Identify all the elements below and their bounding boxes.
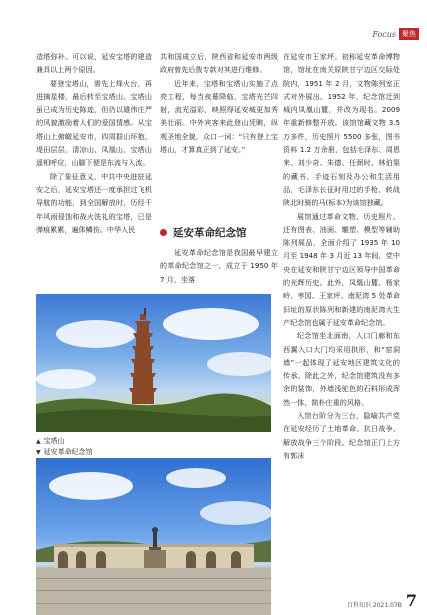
caption-museum <box>36 447 93 457</box>
section-label-cn: 聚焦 <box>399 28 419 40</box>
text-column-2 <box>160 50 278 156</box>
page-number: 7 <box>405 591 417 610</box>
caption-text: 宝塔山 <box>43 437 65 445</box>
museum-photo <box>36 458 271 615</box>
museum-illustration <box>36 458 271 615</box>
section-header <box>372 28 419 40</box>
paragraph: 在延安市王家坪。初称延安革命博物馆，馆址在南关原陕甘宁边区交际处院内，1951 年 2 月，文物陈列室正式对外展出。1952 年，纪念馆迁到城内凤凰山麓，并改为现名。2009 年重新修整开放。该馆馆藏文物 3.5 万多件，历史照片 5500 多张，图书资料 1.2 万余册，包括毛泽东、周恩来、刘少奇、朱德、任弼时、林伯渠的藏书、手迹石刻及办公和生活用品，毛泽东长征时用过的手枪、转战陕北时骑的马(标本)为该馆独藏。 <box>283 52 400 208</box>
triangle-down-icon: ▼ <box>36 448 41 456</box>
page-footer <box>347 593 417 609</box>
caption-pagoda <box>36 436 65 446</box>
section-paragraph: 延安革命纪念馆是我国最早建立的革命纪念馆之一，成立于 1950 年 7 月，坐落 <box>160 248 278 284</box>
paragraph: 造塔弥补。可以说，延安宝塔的建造兼具以上两个原因。 <box>36 52 152 75</box>
magazine-source: 百科知识 2021.07B <box>347 602 402 609</box>
triangle-up-icon: ▲ <box>36 437 41 445</box>
section-label-en: Focus <box>372 29 396 39</box>
bullet-icon <box>160 229 167 236</box>
paragraph: 共和国成立后，陕西省和延安市两级政府曾先后拨专款对其进行维修。 <box>160 52 278 75</box>
caption-text: 延安革命纪念馆 <box>43 448 93 456</box>
paragraph: 纪念馆坐北面南，入口门廊和东西翼入口大门均采用拱形，和“窑洞墙”一起体现了延安地区建筑文化的传承。除此之外，纪念馆建筑没有多余的装饰，外墙浅驼色的石料形成浑然一体、简朴庄重的风格。 <box>283 331 400 407</box>
section-body <box>160 246 278 286</box>
paragraph: 入馆台阶分为三台，隐喻共产党在延安经历了土地革命、抗日战争、解放战争三个阶段。纪念馆正门上方有郭沫 <box>283 411 400 460</box>
pagoda-illustration <box>36 294 271 432</box>
text-column-1 <box>36 50 152 236</box>
paragraph: 要登宝塔山，需先上烽火台，再进摘星楼，最后转至宝塔山。宝塔山虽已成为历史陈迹，但仍以雄伟庄严的风貌激励着人们的爱国情感。从宝塔山上俯瞰延安市，四周群山环抱，堤田层层，清凉山、凤凰山、宝塔山遥相呼应，山脚下便是东流与入流。 <box>36 78 152 168</box>
paragraph: 近年来，宝塔和宝塔山实施了点亮工程，每当夜幕降临，宝塔光芒四射，流光溢彩，映照得延安城更加秀美壮丽。中外宾客来此登山凭眺，纵观圣地全貌，众口一词：“只有登上宝塔山，才算真正到了延安。” <box>160 78 278 155</box>
pagoda-photo <box>36 294 271 432</box>
section-heading-text: 延安革命纪念馆 <box>173 227 247 239</box>
text-column-3 <box>283 50 400 462</box>
paragraph: 展馆通过革命文物、历史照片、还有图表、油画、雕塑、模型等辅助陈列展品，全面介绍了 1935 年 10 月至 1948 年 3 月近 13 年间，党中央在延安和陕甘宁边区领导中国革命的光辉历史。此外，凤凰山麓、杨家岭、枣园、王家坪、南泥湾 5 处革命旧址的原状陈列和新建的南泥湾大生产纪念馆也属于延安革命纪念馆。 <box>283 211 400 327</box>
paragraph: 除了象征意义，中共中央进驻延安之后，延安宝塔还一度承担过飞机导航的功能，到全国解放时，历经千年风雨侵蚀和战火洗礼的宝塔，已是弹痕累累，遍体鳞伤。中华人民 <box>36 171 152 234</box>
section-heading <box>160 225 278 240</box>
